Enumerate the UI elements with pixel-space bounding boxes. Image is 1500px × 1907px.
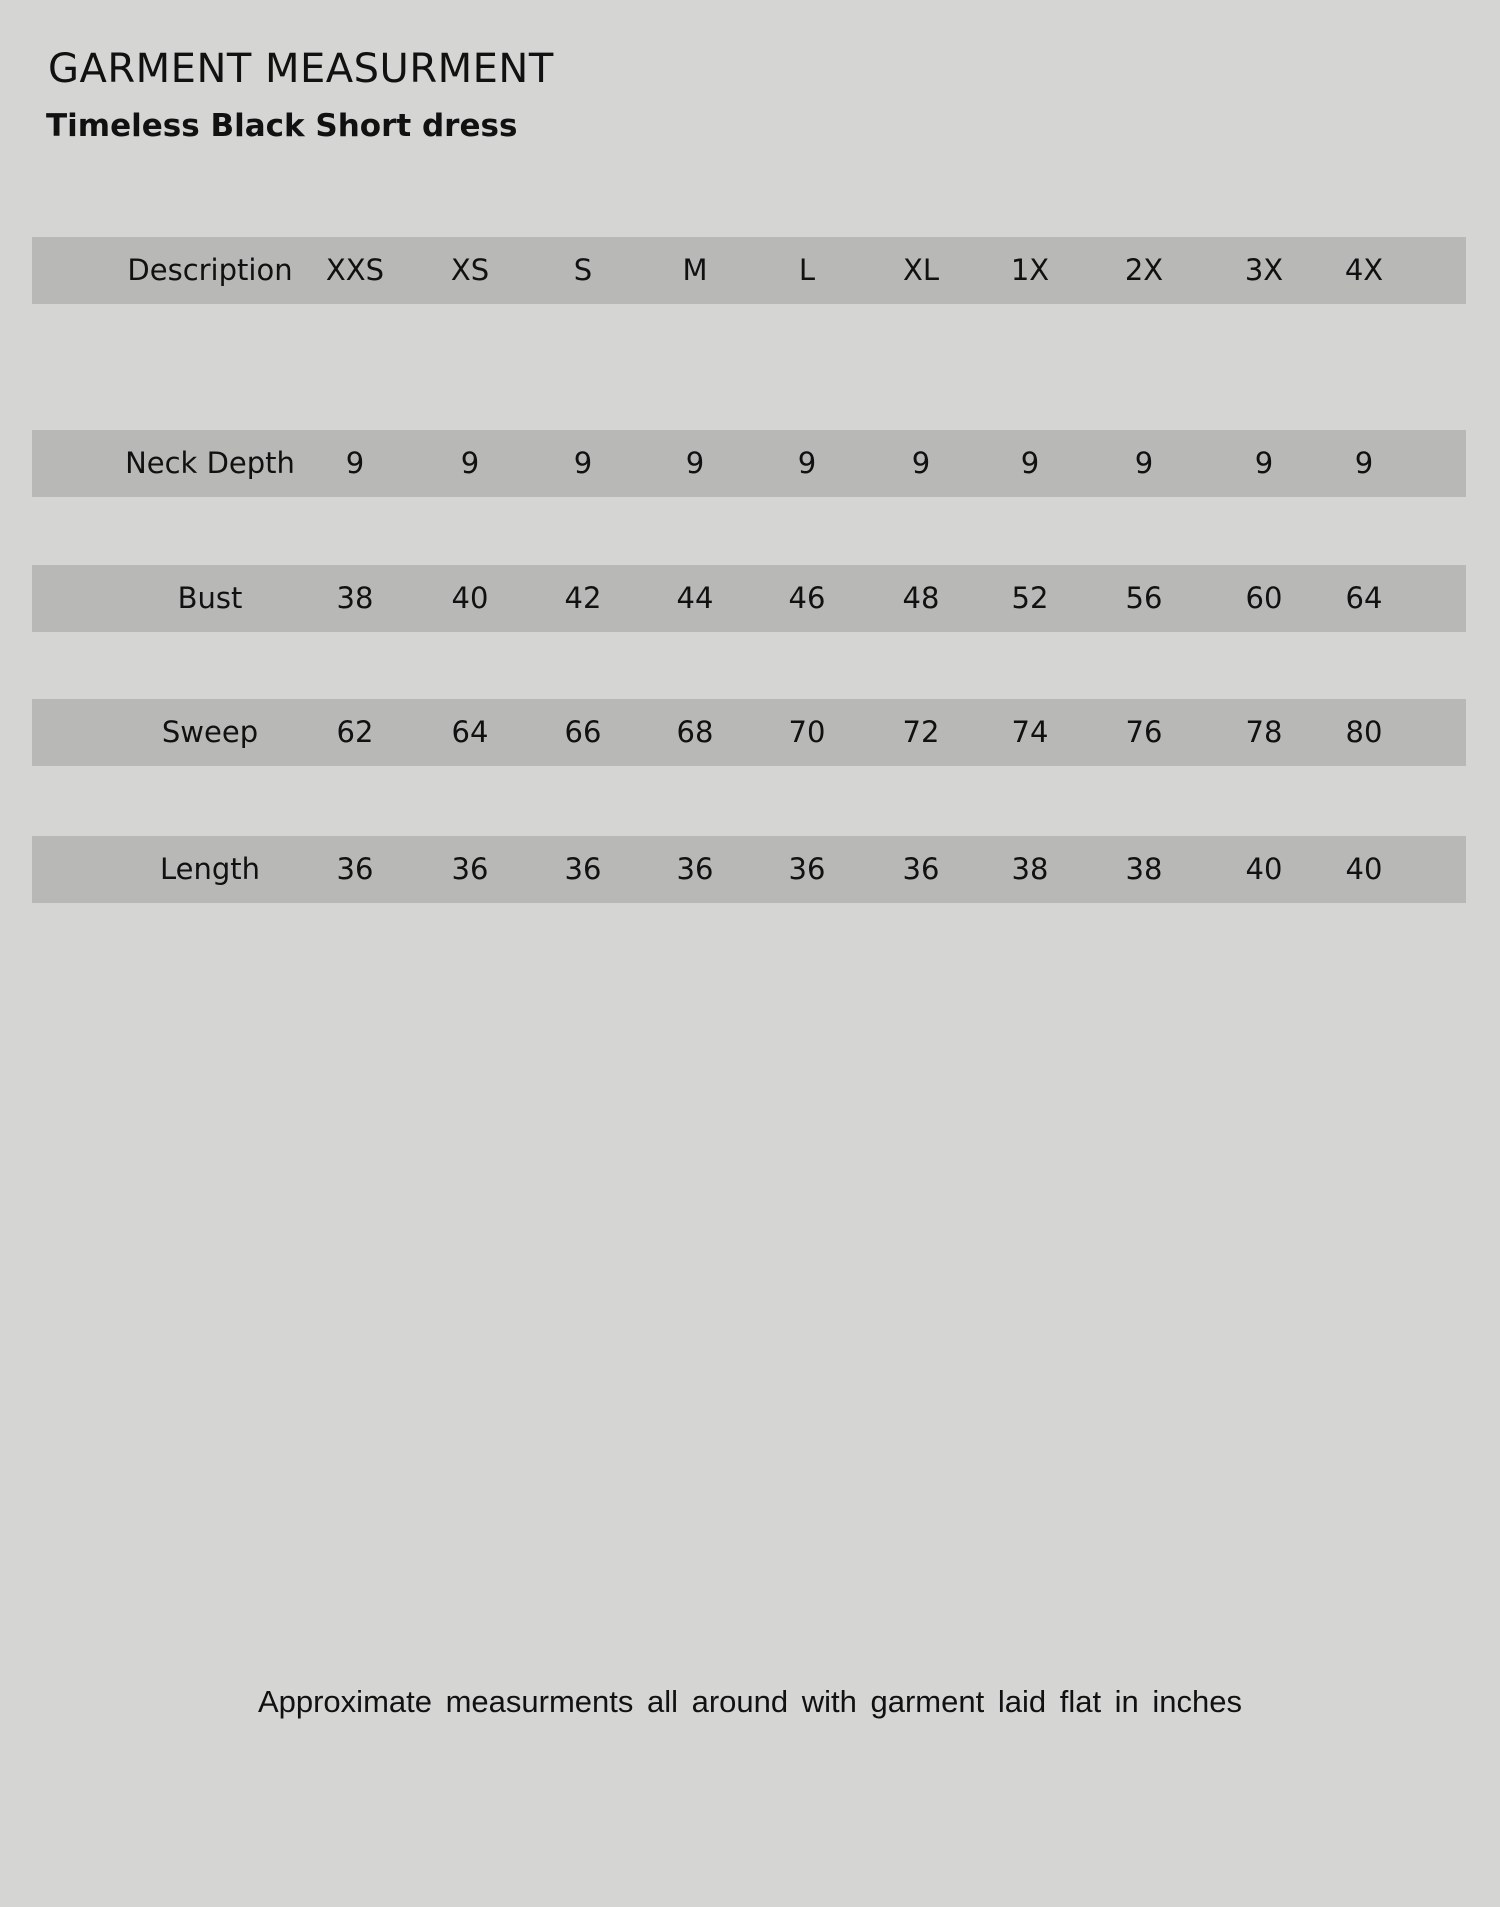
header-size: 3X xyxy=(1244,253,1284,287)
row-value: 40 xyxy=(1245,852,1283,886)
row-value: 38 xyxy=(1125,852,1163,886)
row-value: 40 xyxy=(1345,852,1383,886)
row-value: 36 xyxy=(451,852,489,886)
header-size: M xyxy=(682,253,708,287)
row-value: 40 xyxy=(451,581,489,615)
row-value: 72 xyxy=(902,715,940,749)
row-value: 74 xyxy=(1011,715,1049,749)
row-label: Bust xyxy=(177,581,243,615)
row-value: 64 xyxy=(451,715,489,749)
row-label: Neck Depth xyxy=(125,446,295,480)
row-value: 9 xyxy=(1354,446,1374,480)
row-value: 36 xyxy=(564,852,602,886)
row-value: 76 xyxy=(1125,715,1163,749)
row-value: 78 xyxy=(1245,715,1283,749)
table-row xyxy=(32,430,1466,497)
row-value: 64 xyxy=(1345,581,1383,615)
row-value: 9 xyxy=(460,446,480,480)
row-value: 9 xyxy=(911,446,931,480)
row-value: 42 xyxy=(564,581,602,615)
row-value: 36 xyxy=(336,852,374,886)
header-size: 2X xyxy=(1124,253,1164,287)
row-value: 38 xyxy=(336,581,374,615)
row-value: 9 xyxy=(685,446,705,480)
header-size: XL xyxy=(902,253,940,287)
table-header xyxy=(32,237,1466,304)
row-value: 46 xyxy=(788,581,826,615)
page-subtitle: Timeless Black Short dress xyxy=(46,108,518,144)
row-value: 80 xyxy=(1345,715,1383,749)
row-value: 38 xyxy=(1011,852,1049,886)
row-value: 56 xyxy=(1125,581,1163,615)
row-value: 62 xyxy=(336,715,374,749)
row-value: 52 xyxy=(1011,581,1049,615)
page-title: GARMENT MEASURMENT xyxy=(48,46,554,92)
row-value: 70 xyxy=(788,715,826,749)
table-row xyxy=(32,699,1466,766)
row-value: 9 xyxy=(1020,446,1040,480)
header-size: 4X xyxy=(1344,253,1384,287)
header-size: S xyxy=(573,253,593,287)
table-row xyxy=(32,565,1466,632)
row-value: 36 xyxy=(902,852,940,886)
row-value: 9 xyxy=(1134,446,1154,480)
footer-note: Approximate measurments all around with garment laid flat in inches xyxy=(257,1684,1243,1719)
header-description: Description xyxy=(127,253,293,287)
row-value: 9 xyxy=(797,446,817,480)
header-size: L xyxy=(798,253,816,287)
row-value: 68 xyxy=(676,715,714,749)
row-value: 66 xyxy=(564,715,602,749)
row-value: 44 xyxy=(676,581,714,615)
header-size: XS xyxy=(450,253,490,287)
row-value: 9 xyxy=(1254,446,1274,480)
row-value: 36 xyxy=(676,852,714,886)
row-value: 9 xyxy=(573,446,593,480)
row-value: 60 xyxy=(1245,581,1283,615)
row-value: 48 xyxy=(902,581,940,615)
row-value: 36 xyxy=(788,852,826,886)
row-label: Sweep xyxy=(161,715,259,749)
table-row xyxy=(32,836,1466,903)
row-value: 9 xyxy=(345,446,365,480)
header-size: XXS xyxy=(325,253,385,287)
header-size: 1X xyxy=(1010,253,1050,287)
row-label: Length xyxy=(159,852,261,886)
